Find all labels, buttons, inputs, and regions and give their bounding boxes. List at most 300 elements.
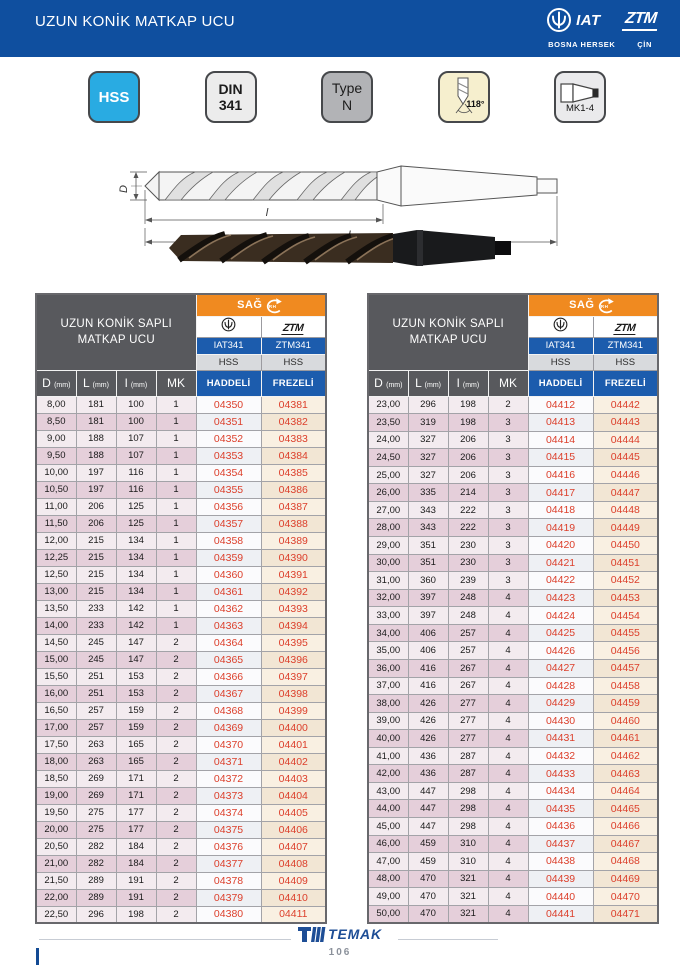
table-cell: 15,00 [36,651,76,668]
table-cell: 257 [76,702,116,719]
table-cell: 04426 [528,642,593,660]
table-cell: 2 [156,668,196,685]
table-cell: 04449 [593,519,658,537]
table-cell: 14,00 [36,617,76,634]
table-cell: 04403 [261,770,326,787]
table-row [368,818,658,836]
table-cell: 198 [116,906,156,923]
table-cell: 04462 [593,747,658,765]
table-cell: 04410 [261,889,326,906]
table-cell: 04448 [593,501,658,519]
table-cell: 343 [408,501,448,519]
table-cell: 04387 [261,498,326,515]
table-cell: 1 [156,413,196,430]
table-cell: 4 [488,870,528,888]
table-cell: 416 [408,659,448,677]
table-cell: 04352 [196,430,261,447]
table-cell: 2 [156,719,196,736]
table-row [36,685,326,702]
table-body [368,396,658,923]
badge-din-341 [205,71,257,123]
table-cell: 04460 [593,712,658,730]
table-cell: 04389 [261,532,326,549]
table-cell: 147 [116,634,156,651]
table-cell: 426 [408,712,448,730]
table-row [36,804,326,821]
table-row [368,396,658,414]
table-cell: 159 [116,702,156,719]
table-cell: 3 [488,484,528,502]
table-cell: 45,00 [368,818,408,836]
table-cell: 2 [156,634,196,651]
table-cell: 206 [448,449,488,467]
table-cell: 153 [116,668,156,685]
table-cell: 426 [408,695,448,713]
table-cell: 1 [156,549,196,566]
table-row [36,872,326,889]
table-cell: 17,50 [36,736,76,753]
table-cell: 04394 [261,617,326,634]
table-cell: 310 [448,853,488,871]
table-cell: 470 [408,905,448,923]
table-cell: 04355 [196,481,261,498]
table-cell: 12,00 [36,532,76,549]
table-row [368,659,658,677]
table-cell: 04395 [261,634,326,651]
table-cell: 2 [156,855,196,872]
din-label-line2: 341 [218,97,243,113]
table-cell: 335 [408,484,448,502]
table-cell: 289 [76,889,116,906]
table-cell: 04366 [196,668,261,685]
table-cell: 177 [116,821,156,838]
table-cell: 04427 [528,659,593,677]
table-cell: 04438 [528,853,593,871]
table-cell: 319 [408,414,448,432]
table-cell: 04375 [196,821,261,838]
table-cell: 04401 [261,736,326,753]
table-cell: 04397 [261,668,326,685]
table-cell: 04391 [261,566,326,583]
table-cell: 4 [488,835,528,853]
right-hand-rotation-icon [264,297,284,314]
table-cell: 04357 [196,515,261,532]
table-cell: 2 [156,753,196,770]
table-cell: 04350 [196,396,261,413]
table-cell: 04458 [593,677,658,695]
table-cell: 184 [116,855,156,872]
table-cell: 2 [156,838,196,855]
table-cell: 251 [76,685,116,702]
table-cell: 04463 [593,765,658,783]
table-cell: 4 [488,905,528,923]
table-cell: 29,00 [368,537,408,555]
table-cell: 1 [156,464,196,481]
table-cell: 04431 [528,730,593,748]
table-cell: 04421 [528,554,593,572]
table-cell: 1 [156,600,196,617]
table-row [36,464,326,481]
table-cell: 04412 [528,396,593,414]
table-cell: 04390 [261,549,326,566]
table-cell: 04430 [528,712,593,730]
table-cell: 04356 [196,498,261,515]
table-cell: 188 [76,430,116,447]
table-cell: 22,00 [36,889,76,906]
table-cell: 04400 [261,719,326,736]
table-cell: 267 [448,677,488,695]
drill-point-icon [449,77,479,117]
table-cell: 18,50 [36,770,76,787]
table-cell: 8,00 [36,396,76,413]
size-table-right [367,293,659,924]
table-cell: 12,50 [36,566,76,583]
table-cell: 134 [116,566,156,583]
table-cell: 04435 [528,800,593,818]
table-cell: 351 [408,537,448,555]
table-cell: 04361 [196,583,261,600]
table-cell: 11,50 [36,515,76,532]
table-row [36,396,326,413]
product-code-iat: IAT341 [528,337,593,354]
table-cell: 343 [408,519,448,537]
table-cell: 2 [156,702,196,719]
table-row [36,481,326,498]
table-cell: 04452 [593,572,658,590]
table-cell: 04414 [528,431,593,449]
table-cell: 4 [488,800,528,818]
table-cell: 04404 [261,787,326,804]
material-left: HSS [196,354,261,370]
table-cell: 245 [76,651,116,668]
table-cell: 134 [116,532,156,549]
table-cell: 16,50 [36,702,76,719]
table-row [36,532,326,549]
table-cell: 1 [156,566,196,583]
table-cell: 289 [76,872,116,889]
table-cell: 04424 [528,607,593,625]
table-cell: 04385 [261,464,326,481]
table-row [36,770,326,787]
table-cell: 206 [448,466,488,484]
table-cell: 04445 [593,449,658,467]
table-cell: 147 [116,651,156,668]
temak-brand-name: TEMAK [328,926,382,942]
table-row [368,484,658,502]
table-cell: 125 [116,515,156,532]
table-cell: 04437 [528,835,593,853]
table-cell: 2 [156,770,196,787]
table-cell: 04422 [528,572,593,590]
table-cell: 298 [448,800,488,818]
table-row [36,413,326,430]
table-cell: 04353 [196,447,261,464]
table-row [36,855,326,872]
table-cell: 310 [448,835,488,853]
table-cell: 38,00 [368,695,408,713]
table-cell: 04456 [593,642,658,660]
table-row [36,600,326,617]
table-cell: 9,00 [36,430,76,447]
table-cell: 1 [156,515,196,532]
table-cell: 116 [116,481,156,498]
table-cell: 24,50 [368,449,408,467]
table-row [36,787,326,804]
table-cell: 9,50 [36,447,76,464]
col-header-haddeli: HADDELİ [528,370,593,396]
table-cell: 04384 [261,447,326,464]
table-cell: 2 [156,804,196,821]
iat-logo [546,7,601,33]
table-cell: 04455 [593,624,658,642]
table-cell: 134 [116,583,156,600]
table-cell: 3 [488,554,528,572]
table-cell: 1 [156,396,196,413]
table-cell: 04470 [593,888,658,906]
product-code-ztm: ZTM341 [593,337,658,354]
table-cell: 19,00 [36,787,76,804]
table-cell: 1 [156,532,196,549]
table-cell: 25,00 [368,466,408,484]
table-cell: 2 [156,821,196,838]
table-cell: 296 [408,396,448,414]
product-code-ztm: ZTM341 [261,337,326,354]
table-cell: 04450 [593,537,658,555]
table-cell: 04420 [528,537,593,555]
table-cell: 04396 [261,651,326,668]
table-cell: 04464 [593,782,658,800]
table-cell: 04459 [593,695,658,713]
table-cell: 04370 [196,736,261,753]
table-cell: 04409 [261,872,326,889]
table-cell: 04360 [196,566,261,583]
table-cell: 351 [408,554,448,572]
table-cell: 4 [488,888,528,906]
table-cell: 04371 [196,753,261,770]
table-cell: 04406 [261,821,326,838]
table-cell: 04434 [528,782,593,800]
table-cell: 447 [408,800,448,818]
table-cell: 04364 [196,634,261,651]
table-cell: 2 [156,872,196,889]
iat-logo-small [196,316,261,337]
table-cell: 04469 [593,870,658,888]
iat-circle-icon [546,7,572,33]
type-label-line1: Type [331,80,363,97]
table-cell: 214 [448,484,488,502]
table-cell: 222 [448,519,488,537]
table-cell: 248 [448,589,488,607]
table-cell: 263 [76,753,116,770]
table-cell: 39,00 [368,712,408,730]
table-cell: 215 [76,566,116,583]
table-cell: 04436 [528,818,593,836]
table-cell: 3 [488,414,528,432]
table-row [36,583,326,600]
table-cell: 04383 [261,430,326,447]
table-cell: 04399 [261,702,326,719]
table-cell: 36,00 [368,659,408,677]
table-row [36,821,326,838]
table-cell: 436 [408,765,448,783]
table-row [368,835,658,853]
col-header-L: L (mm) [76,370,116,396]
table-cell: 04416 [528,466,593,484]
table-cell: 4 [488,642,528,660]
table-cell: 04418 [528,501,593,519]
spec-badges [88,71,606,123]
hss-label: HSS [98,88,130,106]
table-cell: 43,00 [368,782,408,800]
table-row [368,624,658,642]
table-cell: 287 [448,765,488,783]
table-cell: 04362 [196,600,261,617]
badge-type-n [321,71,373,123]
table-cell: 3 [488,519,528,537]
catalog-tables [35,293,659,924]
iat-brand-name: IAT [576,11,601,29]
table-cell: 206 [76,515,116,532]
table-cell: 44,00 [368,800,408,818]
table-cell: 31,00 [368,572,408,590]
table-cell: 8,50 [36,413,76,430]
table-cell: 2 [488,396,528,414]
table-cell: 04376 [196,838,261,855]
table-cell: 198 [448,414,488,432]
table-cell: 230 [448,554,488,572]
table-cell: 188 [76,447,116,464]
table-cell: 33,00 [368,607,408,625]
table-cell: 21,50 [36,872,76,889]
bottom-left-accent [36,948,39,965]
brand-zone [546,7,658,49]
table-cell: 04413 [528,414,593,432]
table-cell: 04423 [528,589,593,607]
col-header-frezeli: FREZELİ [261,370,326,396]
col-header-haddeli: HADDELİ [196,370,261,396]
table-cell: 04388 [261,515,326,532]
badge-point-angle [438,71,490,123]
din-label-line1: DIN [218,80,243,97]
table-title: UZUN KONİK SAPLI MATKAP UCU [36,294,196,370]
dim-flute-length-label: l [265,207,269,219]
table-cell: 181 [76,413,116,430]
table-cell: 4 [488,782,528,800]
table-cell: 257 [448,624,488,642]
table-cell: 125 [116,498,156,515]
table-row [368,414,658,432]
table-cell: 04457 [593,659,658,677]
table-cell: 1 [156,481,196,498]
table-cell: 4 [488,765,528,783]
table-cell: 142 [116,600,156,617]
rotation-label: SAĞ [569,299,595,312]
table-cell: 275 [76,804,116,821]
table-cell: 191 [116,872,156,889]
table-cell: 04444 [593,431,658,449]
table-cell: 04419 [528,519,593,537]
size-table-left [35,293,327,924]
col-header-d: D (mm) [368,370,408,396]
table-row [368,431,658,449]
table-cell: 04453 [593,589,658,607]
table-cell: 41,00 [368,747,408,765]
table-cell: 2 [156,906,196,923]
table-cell: 04411 [261,906,326,923]
table-cell: 3 [488,537,528,555]
col-header-L: L (mm) [408,370,448,396]
table-cell: 04381 [261,396,326,413]
material-left: HSS [528,354,593,370]
table-row [36,719,326,736]
table-cell: 37,00 [368,677,408,695]
col-header-l: l (mm) [448,370,488,396]
table-row [36,736,326,753]
table-cell: 04402 [261,753,326,770]
table-cell: 12,25 [36,549,76,566]
table-cell: 257 [448,642,488,660]
iat-logo-small [528,316,593,337]
table-cell: 50,00 [368,905,408,923]
table-cell: 34,00 [368,624,408,642]
table-row [36,498,326,515]
svg-text:RH: RH [601,303,609,309]
table-cell: 49,00 [368,888,408,906]
table-row [368,501,658,519]
table-cell: 153 [116,685,156,702]
table-cell: 267 [448,659,488,677]
table-cell: 04363 [196,617,261,634]
dim-d-label: D [118,185,130,193]
table-cell: 1 [156,617,196,634]
table-cell: 20,50 [36,838,76,855]
table-cell: 100 [116,396,156,413]
table-cell: 04440 [528,888,593,906]
table-cell: 3 [488,501,528,519]
table-cell: 4 [488,607,528,625]
table-cell: 287 [448,747,488,765]
table-cell: 215 [76,583,116,600]
table-row [36,702,326,719]
table-cell: 48,00 [368,870,408,888]
table-cell: 24,00 [368,431,408,449]
table-row [36,634,326,651]
table-cell: 04407 [261,838,326,855]
table-row [36,549,326,566]
table-cell: 04358 [196,532,261,549]
table-cell: 04378 [196,872,261,889]
table-row [36,668,326,685]
table-cell: 171 [116,770,156,787]
table-cell: 3 [488,449,528,467]
table-cell: 397 [408,589,448,607]
table-cell: 2 [156,651,196,668]
table-row [368,537,658,555]
table-cell: 4 [488,747,528,765]
drill-photo-illustration [165,224,515,272]
table-cell: 04408 [261,855,326,872]
table-cell: 4 [488,853,528,871]
table-cell: 3 [488,431,528,449]
table-cell: 4 [488,730,528,748]
badge-hss [88,71,140,123]
table-cell: 277 [448,712,488,730]
table-cell: 04372 [196,770,261,787]
table-row [36,617,326,634]
table-cell: 27,00 [368,501,408,519]
table-row [368,853,658,871]
morse-taper-label: MK1-4 [566,102,594,114]
